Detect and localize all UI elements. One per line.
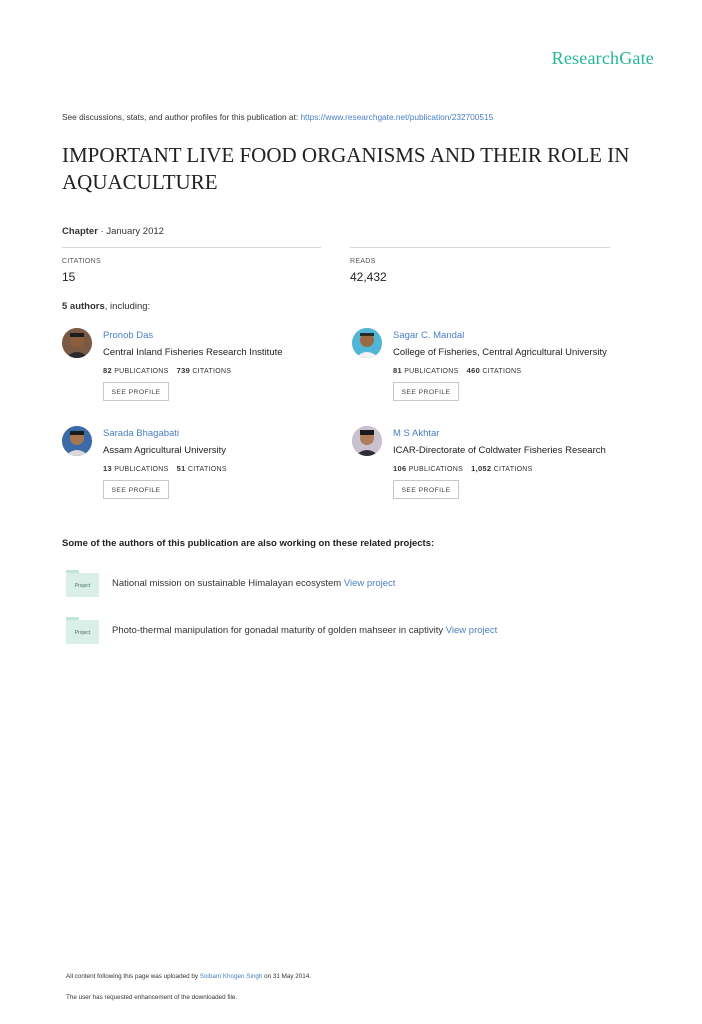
- view-project-link[interactable]: View project: [445, 625, 498, 636]
- author-card: [352, 328, 652, 418]
- author-avatar[interactable]: [352, 328, 382, 358]
- discussion-text: See discussions, stats, and author profiles for this publication at:: [62, 112, 301, 122]
- author-name[interactable]: M S Akhtar: [393, 428, 440, 439]
- reads-value: 42,432: [350, 270, 387, 284]
- citations-count: 460: [466, 366, 481, 375]
- upload-note: [66, 973, 311, 980]
- publication-type: Chapter: [62, 226, 98, 237]
- authors-count: 5 authors: [62, 301, 105, 312]
- publication-date: January 2012: [106, 226, 164, 237]
- projects-heading: Some of the authors of this publication are also working on these related projects:: [62, 538, 435, 549]
- citations-label: CITATIONS: [62, 258, 101, 265]
- person-icon: [62, 328, 92, 358]
- author-institution: College of Fisheries, Central Agricultural University: [393, 347, 607, 358]
- divider-citations: [62, 247, 321, 248]
- uploader-link[interactable]: Soibam Khogen Singh: [199, 973, 263, 980]
- author-stats: [393, 464, 533, 473]
- project-title: National mission on sustainable Himalayan ecosystem: [112, 578, 344, 589]
- publication-meta: [62, 226, 164, 237]
- person-icon: [62, 426, 92, 456]
- author-avatar[interactable]: [62, 328, 92, 358]
- citations-value: 15: [62, 270, 76, 284]
- project-folder-icon: [66, 617, 99, 644]
- person-icon: [352, 426, 382, 456]
- project-folder-icon: [66, 570, 99, 597]
- publications-label: PUBLICATIONS: [404, 368, 459, 375]
- discussion-line: [62, 112, 662, 122]
- see-profile-button[interactable]: SEE PROFILE: [103, 382, 169, 401]
- see-profile-button[interactable]: SEE PROFILE: [103, 480, 169, 499]
- author-institution: Assam Agricultural University: [103, 445, 227, 456]
- author-card: [62, 328, 362, 418]
- author-card: [352, 426, 652, 516]
- upload-prefix: All content following this page was uploaded by: [66, 973, 200, 980]
- citations-label: CITATIONS: [482, 368, 522, 375]
- project-folder-label: Project: [74, 583, 91, 589]
- project-item: [66, 570, 626, 598]
- author-institution: Central Inland Fisheries Research Institute: [103, 347, 283, 358]
- researchgate-logo[interactable]: ResearchGate: [551, 48, 654, 68]
- citations-label: CITATIONS: [187, 466, 227, 473]
- citations-count: 739: [176, 366, 191, 375]
- see-profile-button[interactable]: SEE PROFILE: [393, 382, 459, 401]
- see-profile-button[interactable]: SEE PROFILE: [393, 480, 459, 499]
- publication-link[interactable]: https://www.researchgate.net/publication/232700515: [300, 112, 494, 122]
- citations-count: 51: [176, 464, 186, 473]
- author-avatar[interactable]: [352, 426, 382, 456]
- enhancement-note: The user has requested enhancement of the downloaded file.: [66, 994, 238, 1001]
- author-avatar[interactable]: [62, 426, 92, 456]
- author-stats: [103, 366, 231, 375]
- meta-separator: ·: [97, 226, 107, 237]
- citations-label: CITATIONS: [493, 466, 533, 473]
- author-card: [62, 426, 362, 516]
- project-text: [112, 625, 497, 636]
- author-name[interactable]: Sarada Bhagabati: [103, 428, 180, 439]
- project-text: [112, 578, 395, 589]
- page-title: IMPORTANT LIVE FOOD ORGANISMS AND THEIR ROLE IN AQUACULTURE: [62, 143, 630, 194]
- publications-label: PUBLICATIONS: [408, 466, 464, 473]
- project-folder-label: Project: [74, 630, 91, 636]
- author-institution: ICAR-Directorate of Coldwater Fisheries Research: [393, 445, 606, 456]
- publications-count: 13: [103, 464, 112, 473]
- publications-label: PUBLICATIONS: [114, 368, 169, 375]
- publications-count: 81: [393, 366, 402, 375]
- project-item: [66, 617, 626, 645]
- publications-count: 106: [393, 464, 407, 473]
- person-icon: [352, 328, 382, 358]
- view-project-link[interactable]: View project: [343, 578, 396, 589]
- author-stats: [393, 366, 521, 375]
- citations-count: 1,052: [471, 464, 492, 473]
- publications-count: 82: [103, 366, 112, 375]
- upload-suffix: on 31 May 2014.: [262, 973, 312, 980]
- author-name[interactable]: Sagar C. Mandal: [393, 330, 465, 341]
- project-title: Photo-thermal manipulation for gonadal maturity of golden mahseer in captivity: [112, 625, 446, 636]
- authors-heading-suffix: , including:: [104, 301, 151, 312]
- authors-heading: [62, 301, 150, 312]
- author-stats: [103, 464, 227, 473]
- citations-label: CITATIONS: [192, 368, 232, 375]
- divider-reads: [350, 247, 610, 248]
- publications-label: PUBLICATIONS: [114, 466, 169, 473]
- reads-label: READS: [350, 258, 376, 265]
- author-name[interactable]: Pronob Das: [103, 330, 154, 341]
